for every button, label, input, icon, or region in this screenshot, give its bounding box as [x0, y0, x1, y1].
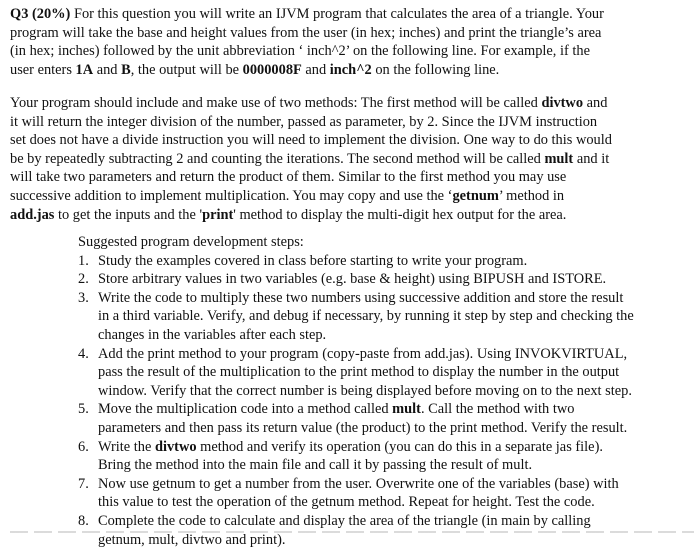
- text-line: Your program should include and make use of two methods: The first method will be called divtwo and: [10, 95, 608, 111]
- list-item: 8. Complete the code to calculate and display the area of the triangle (in main by calling getnum, mult, divtwo and print).: [78, 512, 591, 548]
- text-line: successive addition to implement multiplication. You may copy and use the ‘getnum’ method in: [10, 187, 565, 204]
- list-item: 2. Store arbitrary values in two variables (e.g. base & height) using BIPUSH and ISTORE.: [78, 271, 607, 288]
- cut-off-text-line: [10, 528, 694, 536]
- text-line: Q3 (20%) For this question you will write an IJVM program that calculates the area of a triangle. Your: [10, 6, 604, 22]
- list-item: 3. Write the code to multiply these two numbers using successive addition and store the result in a third variable. Verify, and debug if necessary, by running it step by step and checking the changes in the variables after each step.: [78, 289, 634, 343]
- steps-title: Suggested program development steps:: [78, 234, 304, 250]
- text-line: will take two parameters and return the product of them. Similar to the first method you may use: [10, 169, 567, 186]
- text-line: set does not have a divide instruction you will need to implement the division. One way to do this would: [10, 132, 612, 149]
- text-line: program will take the base and height values from the user (in hex; inches) and print the triangle’s area: [10, 24, 602, 41]
- steps-list: [78, 252, 698, 549]
- description-paragraph: [10, 94, 694, 224]
- steps-section: [78, 233, 698, 549]
- text-line: it will return the integer division of the number, passed as parameter, by 2. Since the IJVM instruction: [10, 113, 598, 130]
- list-item: 5. Move the multiplication code into a method called mult. Call the method with two parameters and then pass its return value (the product) to the print method. Verify the result.: [78, 401, 628, 436]
- list-item: 6. Write the divtwo method and verify its operation (you can do this in a separate jas file). Bring the method into the main file and call it by passing the result of mult.: [78, 438, 603, 474]
- question-paragraph: [10, 5, 694, 79]
- question-header: Q3 (20%): [10, 6, 71, 22]
- list-item: 4. Add the print method to your program (copy-paste from add.jas). Using INVOKVIRTUAL, pass the result of the multiplication to the print method to display the number in the output window. Verify that the correct number is being displayed before moving on to the next step.: [78, 345, 632, 399]
- text-line: be by repeatedly subtracting 2 and counting the iterations. The second method will be called mult and it: [10, 150, 610, 167]
- list-item: 1. Study the examples covered in class before starting to write your program.: [78, 252, 528, 269]
- text-line: add.jas to get the inputs and the 'print' method to display the multi-digit hex output for the area.: [10, 206, 567, 223]
- text-line: user enters 1A and B, the output will be 0000008F and inch^2 on the following line.: [10, 61, 500, 78]
- text-line: (in hex; inches) followed by the unit abbreviation ‘ inch^2’ on the following line. For example, if the: [10, 43, 590, 60]
- list-item: 7. Now use getnum to get a number from the user. Overwrite one of the variables (base) with this value to test the operation of the getnum method. Repeat for height. Test the code.: [78, 475, 619, 511]
